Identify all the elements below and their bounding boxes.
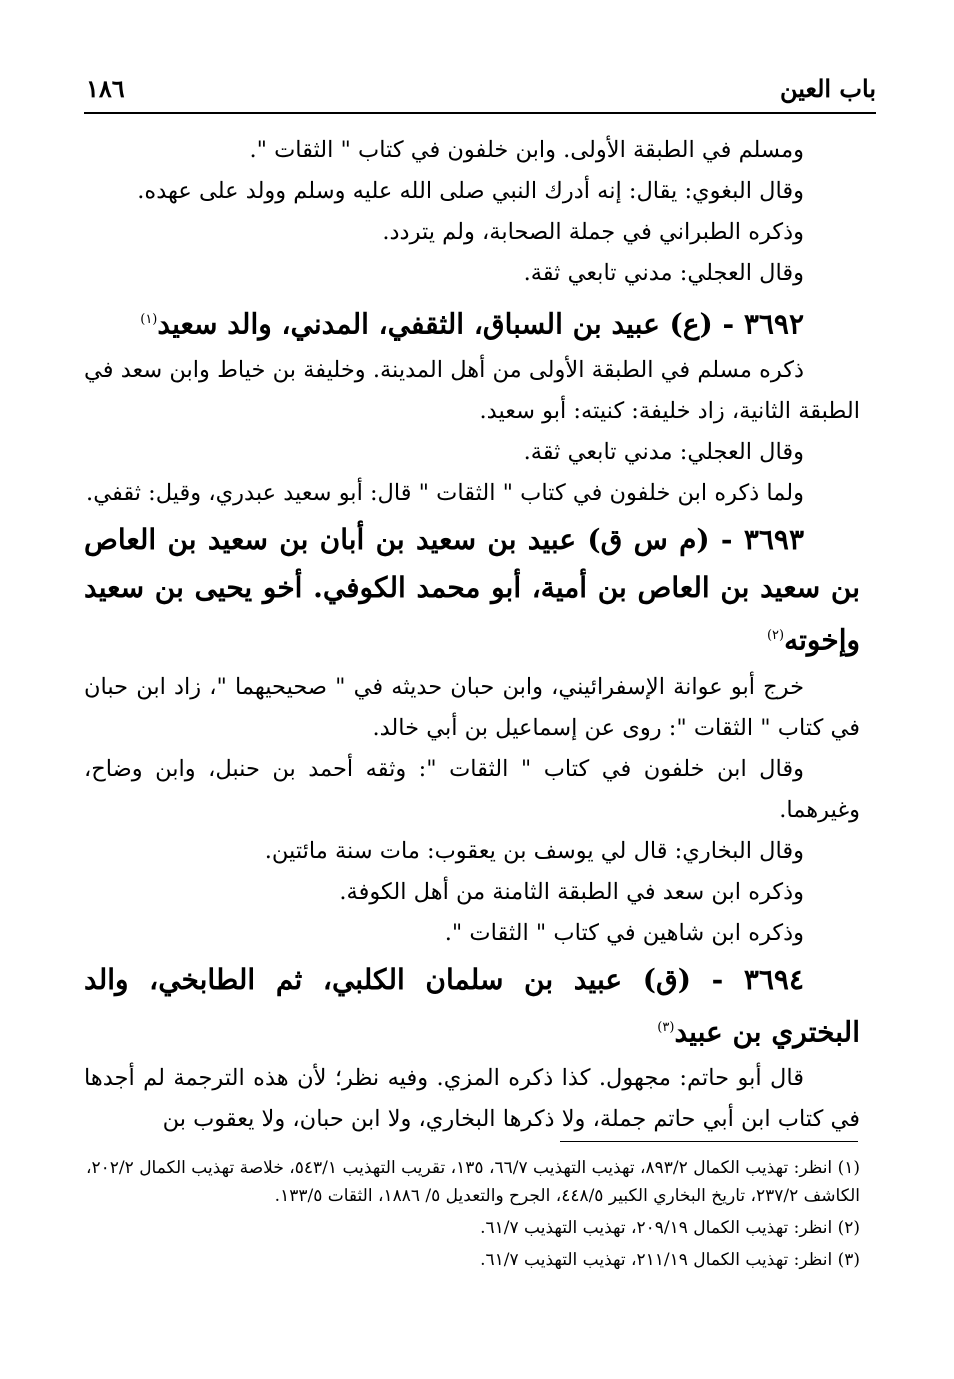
entry-paragraph: وذكره ابن سعد في الطبقة الثامنة من أهل الكوفة. (339, 878, 804, 905)
entry-heading-text: ٣٦٩٣ - (م س ق) عبيد بن سعيد بن أبان بن سعيد بن العاص بن سعيد بن العاص بن أمية، أبو محمد الكوفي. أخو يحيى بن سعيد وإخوته (84, 523, 860, 657)
footnotes (86, 1154, 860, 1278)
entry-paragraph: وذكره ابن شاهين في كتاب " الثقات ". (444, 919, 804, 946)
header-rule (84, 112, 876, 114)
footnote-1: (١) انظر: تهذيب الكمال ٨٩٣/٢، تهذيب التهذيب ٦٦/٧، ١٣٥، تقريب التهذيب ٥٤٣/١، خلاصة تهذيب الكمال ٢٠٢/٢، الكاشف ٢٣٧/٢، تاريخ البخاري الكبير ٤٤٨/٥، الجرح والتعديل ٥/ ١٨٨٦، الثقات ١٣٣/٥. (86, 1158, 861, 1206)
entry-paragraph: ذكره مسلم في الطبقة الأولى من أهل المدينة. وخليفة بن خياط وابن سعد في الطبقة الثانية، زاد خليفة: كنيته: أبو سعيد. (84, 357, 860, 425)
footnote-ref: (٢) (766, 628, 785, 644)
entry-paragraph: وقال العجلي: مدني تابعي ثقة. (523, 439, 804, 466)
entry-paragraph: وقال البخاري: قال لي يوسف بن يعقوب: مات سنة مائتين. (264, 837, 804, 864)
entry-paragraph: وقال ابن خلفون في كتاب " الثقات ": وثقه أحمد بن حنبل، وابن وضاح، وغيرهما. (84, 755, 860, 823)
entry-paragraph: قال أبو حاتم: مجهول. كذا ذكره المزي. وفيه نظر؛ لأن هذه الترجمة لم أجدها في كتاب ابن أبي حاتم جملة، ولا ذكرها البخاري، ولا ابن حبان، ولا يعقوب بن (84, 1064, 860, 1132)
entry-heading-3693 (84, 516, 860, 664)
entry-heading-3694 (84, 956, 860, 1056)
footnote-3: (٣) انظر: تهذيب الكمال ٢١١/١٩، تهذيب التهذيب ٦١/٧. (480, 1250, 860, 1270)
page-header (86, 68, 876, 108)
entry-heading-text: ٣٦٩٤ - (ق) عبيد بن سلمان الكلبي، ثم الطابخي، والد البختري بن عبيد (84, 962, 860, 1048)
text-line: وقال البغوي: يقال: إنه أدرك النبي صلى الله عليه وسلم وولد على عهده. (137, 178, 804, 204)
footnote-ref: (١) (140, 312, 158, 327)
entry-heading-text: ٣٦٩٢ - (ع) عبيد بن السباق، الثقفي، المدني، والد سعيد (157, 307, 804, 341)
footnote-ref: (٣) (657, 1019, 675, 1035)
entry-paragraph: خرج أبو عوانة الإسفرائيني، وابن حبان حديثه في " صحيحيهما "، زاد ابن حبان في كتاب " الثقات ": روى عن إسماعيل بن أبي خالد. (84, 673, 860, 741)
footnote-rule (560, 1141, 858, 1142)
text-line: ومسلم في الطبقة الأولى. وابن خلفون في كتاب " الثقات ". (249, 137, 804, 163)
chapter-title: باب العين (779, 73, 876, 103)
text-line: وقال العجلي: مدني تابعي ثقة. (523, 260, 804, 286)
text-line: وذكره الطبراني في جملة الصحابة، ولم يتردد. (382, 219, 804, 245)
footnote-2: (٢) انظر: تهذيب الكمال ٢٠٩/١٩، تهذيب التهذيب ٦١/٧. (480, 1218, 860, 1238)
page-body (84, 130, 860, 1140)
entry-paragraph: ولما ذكره ابن خلفون في كتاب " الثقات " قال: أبو سعيد عبدري، وقيل: ثقفي. (86, 480, 804, 507)
page-number: ١٨٦ (86, 73, 125, 103)
entry-heading-3692 (84, 296, 860, 348)
